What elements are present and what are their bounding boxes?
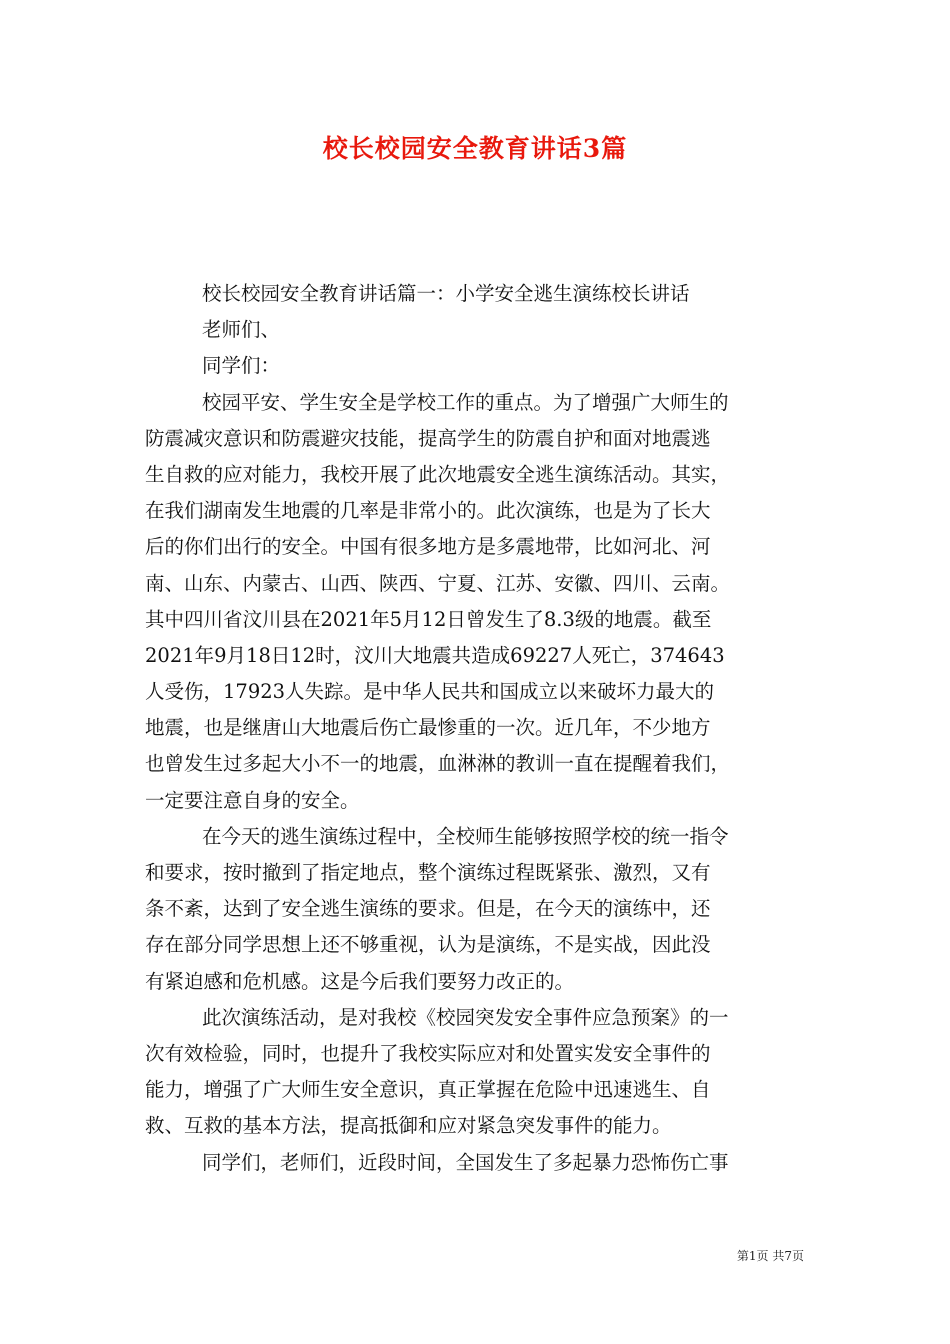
text-line: 同学们： bbox=[202, 354, 281, 378]
text-line: 人受伤，17923人失踪。是中华人民共和国成立以来破坏力最大的 bbox=[145, 680, 715, 704]
text-line: 存在部分同学思想上还不够重视，认为是演练，不是实战，因此没 bbox=[145, 933, 711, 957]
text-line: 防震减灾意识和防震避灾技能，提高学生的防震自护和面对地震逃 bbox=[145, 426, 711, 450]
text-line: 地震，也是继唐山大地震后伤亡最惨重的一次。近几年，不少地方 bbox=[145, 716, 711, 740]
text-line: 后的你们出行的安全。中国有很多地方是多震地带，比如河北、河 bbox=[145, 535, 711, 559]
text-line: 也曾发生过多起大小不一的地震，血淋淋的教训一直在提醒着我们， bbox=[145, 752, 731, 776]
page-title: 校长校园安全教育讲话3篇 bbox=[322, 134, 628, 163]
text-line: 救、互救的基本方法，提高抵御和应对紧急突发事件的能力。 bbox=[145, 1114, 672, 1138]
text-line: 校园平安、学生安全是学校工作的重点。为了增强广大师生的 bbox=[202, 390, 729, 414]
text-line: 有紧迫感和危机感。这是今后我们要努力改正的。 bbox=[145, 969, 575, 993]
text-line: 在今天的逃生演练过程中，全校师生能够按照学校的统一指令 bbox=[202, 824, 729, 848]
text-line: 一定要注意自身的安全。 bbox=[145, 788, 360, 812]
text-line: 条不紊，达到了安全逃生演练的要求。但是，在今天的演练中，还 bbox=[145, 897, 711, 921]
text-line: 和要求，按时撤到了指定地点，整个演练过程既紧张、激烈，又有 bbox=[145, 861, 711, 884]
text-line: 南、山东、内蒙古、山西、陕西、宁夏、江苏、安徽、四川、云南。 bbox=[145, 571, 731, 595]
text-line: 老师们、 bbox=[202, 318, 281, 342]
text-line: 此次演练活动，是对我校《校园突发安全事件应急预案》的一 bbox=[202, 1005, 729, 1029]
text-line: 其中四川省汶川县在2021年5月12日曾发生了8.3级的地震。截至 bbox=[145, 607, 712, 631]
text-line: 2021年9月18日12时，汶川大地震共造成69227人死亡，374643 bbox=[145, 643, 725, 667]
text-line: 能力，增强了广大师生安全意识，真正掌握在危险中迅速逃生、自 bbox=[145, 1078, 711, 1102]
text-line: 校长校园安全教育讲话篇一：小学安全逃生演练校长讲话 bbox=[202, 282, 690, 305]
text-line: 次有效检验，同时，也提升了我校实际应对和处置实发安全事件的 bbox=[145, 1041, 711, 1065]
document-body bbox=[145, 276, 810, 1181]
text-line: 生自救的应对能力，我校开展了此次地震安全逃生演练活动。其实， bbox=[145, 462, 731, 486]
page-number: 第1页 共7页 bbox=[736, 1249, 804, 1263]
text-line: 同学们，老师们，近段时间，全国发生了多起暴力恐怖伤亡事 bbox=[202, 1150, 729, 1174]
text-line: 在我们湖南发生地震的几率是非常小的。此次演练，也是为了长大 bbox=[145, 499, 711, 523]
